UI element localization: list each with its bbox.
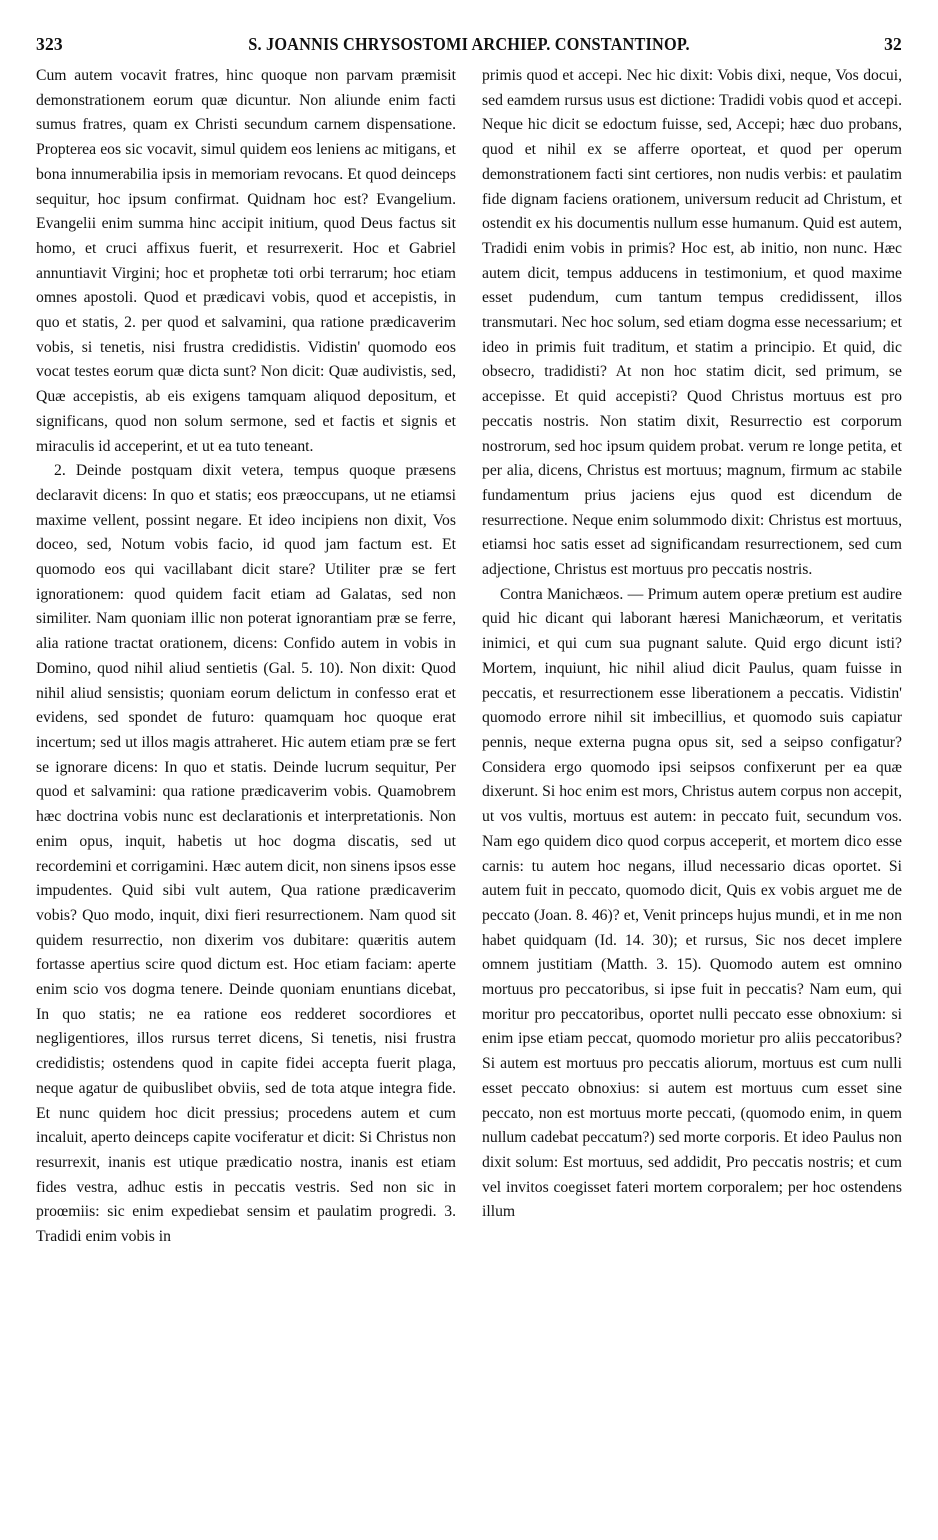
right-paragraph-1: primis quod et accepi. Nec hic dixit: Vobis dixi, neque, Vos docui, sed eamdem rursus usus est dictione: Tradidi vobis quod et accepi. Neque hic dicit se edoctum fuisse, sed, Accepi; hæc duo probans, quod et nihil ex se afferre oporteat, et quod per operum demonstrationem facti sint certiores, non nudis verbis: et paulatim fide dignam faciens orationem, universum reducit ad Christum, et ostendit ex his documentis nullum esse humanum. Quid est autem, Tradidi enim vobis in primis? Hoc est, ab initio, non nunc. Hæc autem dicit, tempus adducens in testimonium, et quod maxime esset pudendum, cum tantum tempus credidissent, illos transmutari. Nec hoc solum, sed etiam dogma esse necessarium; et ideo in primis fuit traditum, et statim a principio. Et quid, dic obsecro, tradidisti? At non hoc statim dicit, sed primum, se accepisse. Et quid accepisti? Quod Christus mortuus est pro peccatis nostris. Non statim dixit, Resurrectio est corporum nostrorum, sed hoc ipsum quidem probat. verum re longe petita, et per alia, dicens, Christus est mortuus; magnum, firmum ac stabile fundamentum prius jaciens ejus quod est dicendum de resurrectione. Neque enim solummodo dixit: Christus est mortuus, etiamsi hoc satis esset ad significandam resurrectionem, sed cum adjectione, Christus est mortuus pro peccatis nostris. [482, 67, 902, 579]
right-column [482, 64, 902, 1524]
running-header [36, 34, 902, 58]
left-paragraph-2: 2. Deinde postquam dixit vetera, tempus quoque præsens declaravit dicens: In quo et statis; eos præoccupans, ut ne etiamsi maxime vellent, possint negare. Et ideo incipiens non dixit, Vos doceo, sed, Notum vobis facio, id quod jam factum est. Et quomodo eos qui vacillabant dicit stare? Utiliter præ se fert ignorationem: quod quidem facit etiam ad Galatas, sed non similiter. Nam quoniam illic non poterat ignorantiam præ se ferre, alia ratione tractat orationem, dicens: Confido autem in vobis in Domino, quod nihil aliud sentietis (Gal. 5. 10). Non dixit: Quod nihil aliud sensistis; quoniam eorum delictum in confesso erat et evidens, sed spondet de futuro: quamquam hoc quoque erat incertum; sed ut illos magis attraheret. Hic autem etiam præ se fert se ignorare dicens: In quo et statis. Deinde lucrum sequitur, Per quod et salvamini: qua ratione prædicaverim vobis. Quamobrem hæc doctrina vobis nunc est declarationis et interpretationis. Non enim opus, inquit, habetis ut hoc dogma discatis, sed ut recordemini et corrigamini. Hæc autem dicit, non sinens ipsos esse impudentes. Quid sibi vult autem, Qua ratione prædicaverim vobis? Quo modo, inquit, dixi fieri resurrectionem. Nam quod sit quidem resurrectio, non dixerim vos dubitare: quæritis autem fortasse apertius scire quod dictum est. Hoc etiam faciam: aperte enim scio vos dogma tenere. Deinde quoniam enuntians dicebat, In quo statis; ne ea ratione eos redderet socordiores et negligentiores, illos rursus terret dicens, Si tenetis, nisi frustra credidistis; ostendens quod in capite fidei accepta fuerit plaga, neque agatur de quibuslibet obviis, sed de tota atque integra fide. Et nunc quidem hoc dicit pressius; procedens autem et cum incaluit, aperto deinceps capite vociferatur et dicit: Si Christus non resurrexit, inanis est utique prædicatio nostra, inanis est etiam fides vestra, adhuc estis in peccatis vestris. Sed non sic in proœmiis: sic enim expediebat sensim et paulatim progredi. 3. Tradidi enim vobis in [36, 462, 456, 1246]
page-number-right: 32 [884, 34, 902, 54]
left-column [36, 64, 456, 1524]
left-paragraph-1: Cum autem vocavit fratres, hinc quoque non parvam præmisit demonstrationem eorum quæ dicuntur. Non aliunde enim facti sumus fratres, quam ex Christi secundum carnem dispensatione. Propterea eos sic vocavit, simul quidem eos leniens ac mitigans, et bona innumerabilia ipsis in memoriam revocans. Et quod deinceps sequitur, hoc ipsum confirmat. Quidnam hoc est? Evangelium. Evangelii enim summa hinc accipit initium, quod Deus factus sit homo, et cruci affixus fuerit, et resurrexerit. Hoc et Gabriel annuntiavit Virgini; hoc et prophetæ toti orbi terrarum; hoc etiam omnes apostoli. Quod et prædicavi vobis, quod et accepistis, in quo et statis, 2. per quod et salvamini, qua ratione prædicaverim vobis, si tenetis, nisi frustra credidistis. Vidistin' quomodo eos vocat testes eorum quæ dicta sunt? Non dicit: Quæ audivistis, sed, Quæ accepistis, ab eis exigens tamquam aliquod depositum, et significans, quod non solum sermone, sed et factis et signis et miraculis id acceperint, et ut ea tuto teneant. [36, 67, 456, 455]
page-number-left: 323 [36, 34, 63, 54]
running-title: S. JOANNIS CHRYSOSTOMI ARCHIEP. CONSTANTINOP. [248, 34, 690, 54]
right-paragraph-2: Contra Manichæos. — Primum autem operæ pretium est audire quid hic dicant qui laborant hæresi Manichæorum, et veritatis inimici, et qui cum sua pugnant salute. Quid ergo dicunt isti? Mortem, inquiunt, hic nihil aliud dicit Paulus, quam fuisse in peccatis, et resurrectionem esse liberationem a peccatis. Vidistin' quomodo errore nihil sit imbecillius, et quomodo suis capiatur pennis, neque externa pugna opus sit, sed a seipso configatur? Considera ergo quomodo ipsi seipsos confixerunt per ea quæ dixerunt. Si hoc enim est mors, Christus autem corpus non accepit, ut vos vultis, mortuus est autem: in peccato fuit, secundum vos. Nam ego quidem dico quod corpus acceperit, et mortem dico esse carnis: tu autem hoc negans, illud necessario dicas oportet. Si autem fuit in peccato, quomodo dicit, Quis ex vobis arguet me de peccato (Joan. 8. 46)? et, Venit princeps hujus mundi, et in me non habet quidquam (Id. 14. 30); et rursus, Sic nos decet implere omnem justitiam (Matth. 3. 15). Quomodo autem est omnino mortuus pro peccatoribus, si ipse fuit in peccatis? Nam eum, qui moritur pro peccatoribus, oportet nulli peccato esse obnoxium: si enim ipse etiam peccat, quomodo morietur pro aliis peccatoribus? Si autem est mortuus pro peccatis aliorum, mortuus est cum nulli esset peccato obnoxius: si autem est mortuus cum esset sine peccato, non est mortuus morte peccati, (quomodo enim, in quem nullum cadebat peccatum?) sed morte corporis. Et ideo Paulus non dixit solum: Est mortuus, sed addidit, Pro peccatis nostris; et cum vel invitos coegisset fateri mortem corporalem; per hoc ostendens illum [482, 585, 902, 1221]
